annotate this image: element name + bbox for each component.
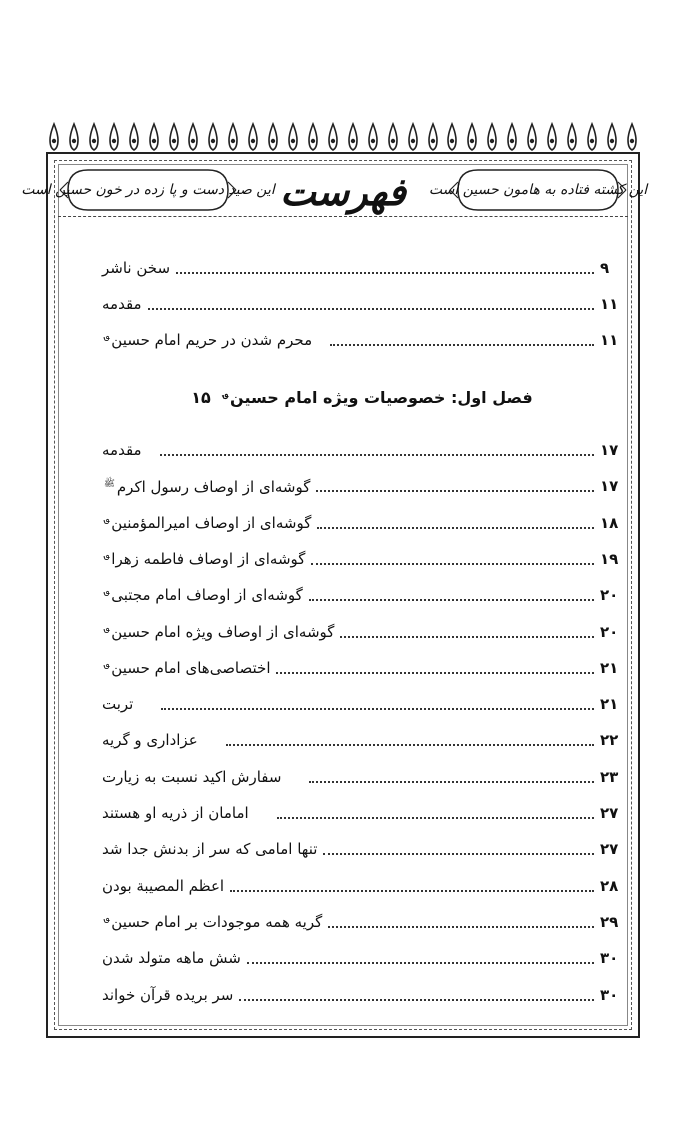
toc-page-number: ۲۹	[600, 912, 619, 931]
toc-entry[interactable]	[100, 471, 624, 501]
dot-leader	[276, 672, 594, 674]
ornament-drop-icon	[225, 122, 241, 152]
toc-page-number: ۲۷	[600, 804, 619, 822]
toc-entry[interactable]	[100, 725, 624, 755]
ornament-drop-icon	[126, 122, 142, 152]
ornament-drop-icon	[464, 122, 480, 152]
dot-leader	[239, 999, 594, 1001]
toc-entry-title: گوشه‌ای از اوصاف امیرالمؤمنین؈	[104, 513, 312, 532]
ornament-drop-icon	[544, 122, 560, 152]
toc-entry-title: گوشه‌ای از اوصاف امام مجتبی؈	[104, 586, 303, 605]
toc-entry[interactable]	[100, 289, 624, 319]
ornament-drop-icon	[166, 122, 182, 152]
cartouche-left-text: این صید دست و پا زده در خون حسین است	[21, 182, 275, 198]
toc-entry-title: تنها امامی که سر از بدنش جدا شد	[102, 840, 318, 859]
ornament-drop-icon	[205, 122, 221, 152]
dot-leader	[309, 781, 594, 783]
ornament-drop-icon	[146, 122, 162, 152]
ornament-drop-icon	[385, 122, 401, 152]
ornament-border	[46, 118, 640, 152]
ornament-drop-icon	[245, 122, 261, 152]
dot-leader	[340, 636, 594, 638]
dot-leader	[323, 853, 594, 855]
dot-leader	[148, 308, 594, 310]
toc-entry-title: امامان از ذریه او هستند	[102, 804, 249, 822]
honorific-mark: ؈	[104, 550, 110, 561]
section-title: فصل اول: خصوصیات ویژه امام حسین	[230, 388, 533, 407]
ornament-drop-icon	[265, 122, 281, 152]
ornament-drop-icon	[484, 122, 500, 152]
toc-entry[interactable]	[100, 253, 624, 283]
banner-divider	[58, 216, 628, 217]
ornament-drop-icon	[305, 122, 321, 152]
toc-page-number: ۹	[600, 259, 610, 277]
toc-entry-title: تربت	[102, 695, 134, 714]
ornament-drop-icon	[325, 122, 341, 152]
toc-entry[interactable]	[100, 544, 624, 574]
ornament-drop-icon	[425, 122, 441, 152]
ornament-drop-icon	[285, 122, 301, 152]
toc-entry-title: گوشه‌ای از اوصاف ویژه امام حسین؈	[104, 622, 335, 641]
toc-page-number: ۲۰	[600, 586, 619, 605]
ornament-drop-icon	[345, 122, 361, 152]
ornament-drop-icon	[564, 122, 580, 152]
honorific-mark: ؈	[222, 389, 229, 400]
honorific-mark: ؈	[104, 514, 110, 525]
dot-leader	[316, 490, 594, 492]
toc-entry-title: شش ماهه متولد شدن	[102, 949, 241, 968]
toc-entry[interactable]	[100, 943, 624, 973]
toc-page-number: ۱۱	[600, 295, 619, 313]
ornament-drop-icon	[86, 122, 102, 152]
toc-page-number: ۲۲	[600, 731, 619, 750]
toc-page-number: ۳۰	[600, 985, 619, 1004]
honorific-mark: ؈	[104, 659, 110, 670]
ornament-drop-icon	[444, 122, 460, 152]
toc-entry-title: عزاداری و گریه	[102, 731, 198, 750]
toc-entry[interactable]	[100, 617, 624, 647]
dot-leader	[247, 962, 594, 964]
toc-page-number: ۳۰	[600, 949, 619, 968]
dot-leader	[330, 344, 594, 346]
toc-entry[interactable]	[100, 907, 624, 937]
honorific-mark: ﷺ	[104, 478, 115, 489]
dot-leader	[160, 454, 594, 456]
toc-entry-title: سخن ناشر	[102, 259, 171, 277]
ornament-drop-icon	[524, 122, 540, 152]
toc-page-number: ۱۸	[600, 513, 619, 532]
toc-page-number: ۲۸	[600, 876, 619, 895]
toc-page-number: ۲۱	[600, 658, 619, 677]
dot-leader	[311, 563, 594, 565]
cartouche-right-text: این کشته فتاده به هامون حسین است	[428, 182, 648, 198]
toc-entry-title: گریه همه موجودات بر امام حسین؈	[104, 912, 323, 931]
toc-page-number: ۲۱	[600, 695, 619, 714]
toc-entry[interactable]	[100, 508, 624, 538]
dot-leader	[161, 708, 594, 710]
ornament-drop-icon	[584, 122, 600, 152]
toc-entry[interactable]	[100, 980, 624, 1010]
dot-leader	[309, 599, 594, 601]
toc-entry-title: محرم شدن در حریم امام حسین؈	[104, 331, 313, 349]
toc-entry[interactable]	[100, 762, 624, 792]
toc-entry-title: سر بریده قرآن خواند	[102, 985, 234, 1004]
toc-entry-title: مقدمه	[102, 295, 142, 313]
toc-entry[interactable]	[100, 798, 624, 828]
toc-entry[interactable]	[100, 580, 624, 610]
ornament-drop-icon	[185, 122, 201, 152]
section-page-number: ۱۵	[191, 388, 211, 407]
ornament-drop-icon	[405, 122, 421, 152]
toc-entry-title: گوشه‌ای از اوصاف فاطمه زهرا؈	[104, 549, 306, 568]
toc-entry-title: اعظم المصیبة بودن	[102, 876, 225, 895]
honorific-mark: ؈	[104, 623, 110, 634]
toc-page-number: ۱۹	[600, 549, 619, 568]
toc-entry[interactable]	[100, 834, 624, 864]
toc-entry-title: گوشه‌ای از اوصاف رسول اکرم$^ﷺ$	[104, 477, 311, 496]
dot-leader	[277, 817, 594, 819]
toc-page-number: ۱۷	[600, 441, 619, 459]
ornament-drop-icon	[504, 122, 520, 152]
toc-entry[interactable]	[100, 871, 624, 901]
toc-entry[interactable]	[100, 689, 624, 719]
dot-leader	[328, 926, 594, 928]
toc-entry[interactable]	[100, 435, 624, 465]
toc-page-number: ۲۷	[600, 840, 619, 859]
toc-entry-title: سفارش اکید نسبت به زیارت	[102, 767, 282, 786]
honorific-mark: ؈	[104, 913, 110, 924]
ornament-drop-icon	[46, 122, 62, 152]
dot-leader	[226, 744, 594, 746]
toc-entry[interactable]	[100, 653, 624, 683]
ornament-drop-icon	[365, 122, 381, 152]
ornament-drop-icon	[604, 122, 620, 152]
header-banner	[21, 164, 648, 218]
toc-page-number: ۲۰	[600, 622, 619, 641]
page-title: فهرست	[280, 168, 406, 214]
honorific-mark: ؈	[104, 587, 110, 598]
section-heading[interactable]	[100, 388, 624, 418]
honorific-mark: ؈	[104, 332, 110, 342]
dot-leader	[230, 890, 594, 892]
toc-page-number: ۱۷	[600, 477, 619, 496]
toc-entry-title: مقدمه	[102, 441, 142, 459]
ornament-drop-icon	[106, 122, 122, 152]
dot-leader	[317, 527, 594, 529]
toc-entry[interactable]	[100, 325, 624, 355]
dot-leader	[176, 272, 594, 274]
ornament-drop-icon	[624, 122, 640, 152]
toc-page-number: ۱۱	[600, 331, 619, 349]
ornament-drop-icon	[66, 122, 82, 152]
toc-page-number: ۲۳	[600, 767, 619, 786]
toc-entry-title: اختصاصی‌های امام حسین؈	[104, 658, 271, 677]
